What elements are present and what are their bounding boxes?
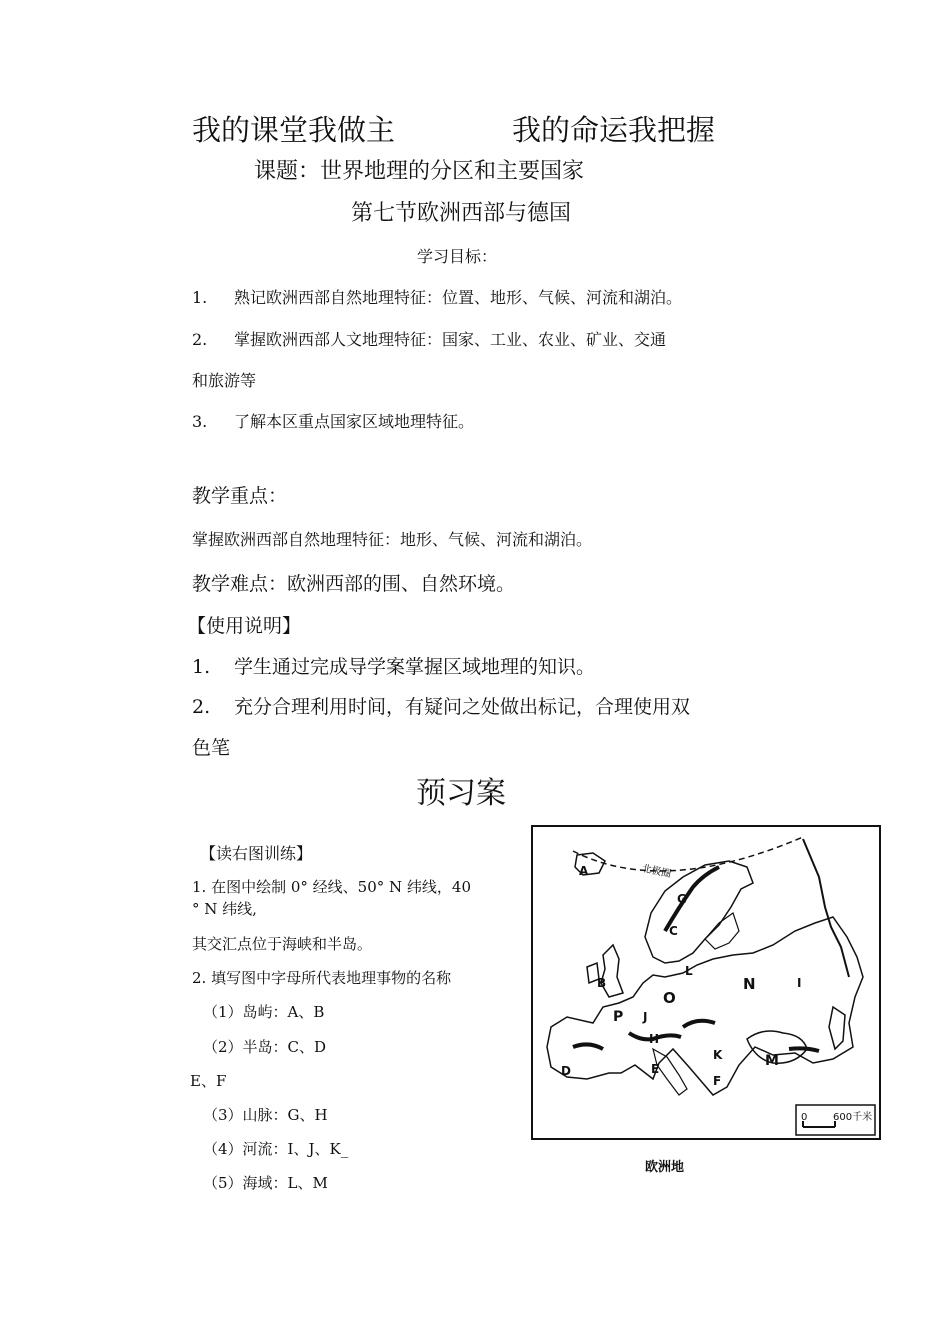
difficulty-line xyxy=(192,569,515,596)
map-label-h: H xyxy=(649,1032,660,1046)
instruction-number: 1. xyxy=(192,656,211,678)
motto-left: 我的课堂我做主 xyxy=(192,113,396,147)
question-2: 2. 填写图中字母所代表地理事物的名称 xyxy=(192,969,452,987)
motto-right: 我的命运我把握 xyxy=(512,113,716,147)
objective-item-continued xyxy=(192,368,256,391)
difficulty-heading: 教学难点： xyxy=(192,573,288,595)
objective-number: 1. xyxy=(192,288,208,307)
map-label-f: F xyxy=(713,1074,722,1088)
mainland-outline xyxy=(547,917,863,1095)
preview-title: 预习案 xyxy=(416,776,506,811)
exercise-subheading: 【读右图训练】 xyxy=(200,844,313,863)
answer-item: （3）山脉：G、H xyxy=(203,1106,328,1124)
map-label-k: K xyxy=(713,1048,723,1062)
instruction-text: 色笔 xyxy=(192,737,231,759)
scandinavian-mountains xyxy=(665,867,719,931)
scale-label: 600千米 xyxy=(833,1112,873,1123)
arctic-circle-label: 北极圈 xyxy=(640,863,673,881)
map-label-c: C xyxy=(669,924,678,938)
answer-item: E、F xyxy=(190,1072,227,1090)
answer-item: （4）河流：I、J、K_ xyxy=(203,1140,349,1158)
map-label-d: D xyxy=(561,1064,571,1078)
map-label-p: P xyxy=(613,1009,624,1025)
objective-item xyxy=(192,409,474,432)
section-title: 第七节欧洲西部与德国 xyxy=(350,201,571,226)
key-points-heading: 教学重点： xyxy=(192,485,288,507)
map-label-l: L xyxy=(685,964,693,978)
objective-text: 熟记欧洲西部自然地理特征：位置、地形、气候、河流和湖泊。 xyxy=(234,288,683,307)
objectives-heading: 学习目标： xyxy=(416,247,497,266)
objective-number: 3. xyxy=(192,412,208,431)
map-label-m: M xyxy=(765,1053,779,1069)
answer-item: （1）岛屿：A、B xyxy=(203,1003,325,1021)
answer-item: （5）海域：L、M xyxy=(203,1174,328,1192)
instruction-number: 2. xyxy=(192,696,211,718)
objective-text: 了解本区重点国家区域地理特征。 xyxy=(234,412,475,431)
map-label-a: A xyxy=(579,864,589,878)
key-points-text: 掌握欧洲西部自然地理特征：地形、气候、河流和湖泊。 xyxy=(192,530,593,549)
objective-text: 和旅游等 xyxy=(192,371,257,390)
instruction-text: 充分合理利用时间，有疑问之处做出标记，合理使用双 xyxy=(234,696,691,718)
map-caption: 欧洲地 xyxy=(645,1160,685,1175)
pyrenees-range xyxy=(573,1044,603,1049)
topic-title: 课题：世界地理的分区和主要国家 xyxy=(253,159,584,184)
map-label-n: N xyxy=(743,975,756,993)
question-1-line-2: ° N 纬线, xyxy=(192,900,257,918)
europe-map-drawing xyxy=(533,827,879,1138)
objective-item xyxy=(192,327,666,350)
question-1-line-3: 其交汇点位于海峡和半岛。 xyxy=(192,935,373,953)
objective-number: 2. xyxy=(192,330,208,349)
objective-item xyxy=(192,285,682,308)
question-1-line-1: 1. 在图中绘制 0° 经线、50° N 纬线，40 xyxy=(192,878,471,896)
instruction-text: 学生通过完成导学案掌握区域地理的知识。 xyxy=(234,656,596,678)
instructions-heading: 【使用说明】 xyxy=(187,615,302,637)
arctic-circle-line xyxy=(573,837,803,871)
instruction-item xyxy=(192,692,690,719)
map-label-i: I xyxy=(797,976,802,990)
europe-map xyxy=(531,825,881,1140)
map-label-g: G xyxy=(677,892,687,906)
objective-text: 掌握欧洲西部人文地理特征：国家、工业、农业、矿业、交通 xyxy=(234,330,667,349)
map-label-b: B xyxy=(597,976,607,990)
caspian-outline xyxy=(829,1007,845,1049)
instruction-item xyxy=(192,652,595,679)
caucasus-range xyxy=(789,1048,819,1051)
difficulty-text: 欧洲西部的围、自然环境。 xyxy=(287,573,516,595)
map-label-o: O xyxy=(663,989,676,1007)
map-label-e: E xyxy=(651,1062,660,1076)
map-label-j: J xyxy=(643,1010,648,1024)
instruction-item-continued xyxy=(192,733,230,760)
carpathian-range xyxy=(683,1021,715,1027)
finland-outline xyxy=(705,913,739,949)
scale-zero: 0 xyxy=(801,1112,808,1123)
answer-item: （2）半岛：C、D xyxy=(203,1038,327,1056)
ural-line xyxy=(803,839,849,977)
